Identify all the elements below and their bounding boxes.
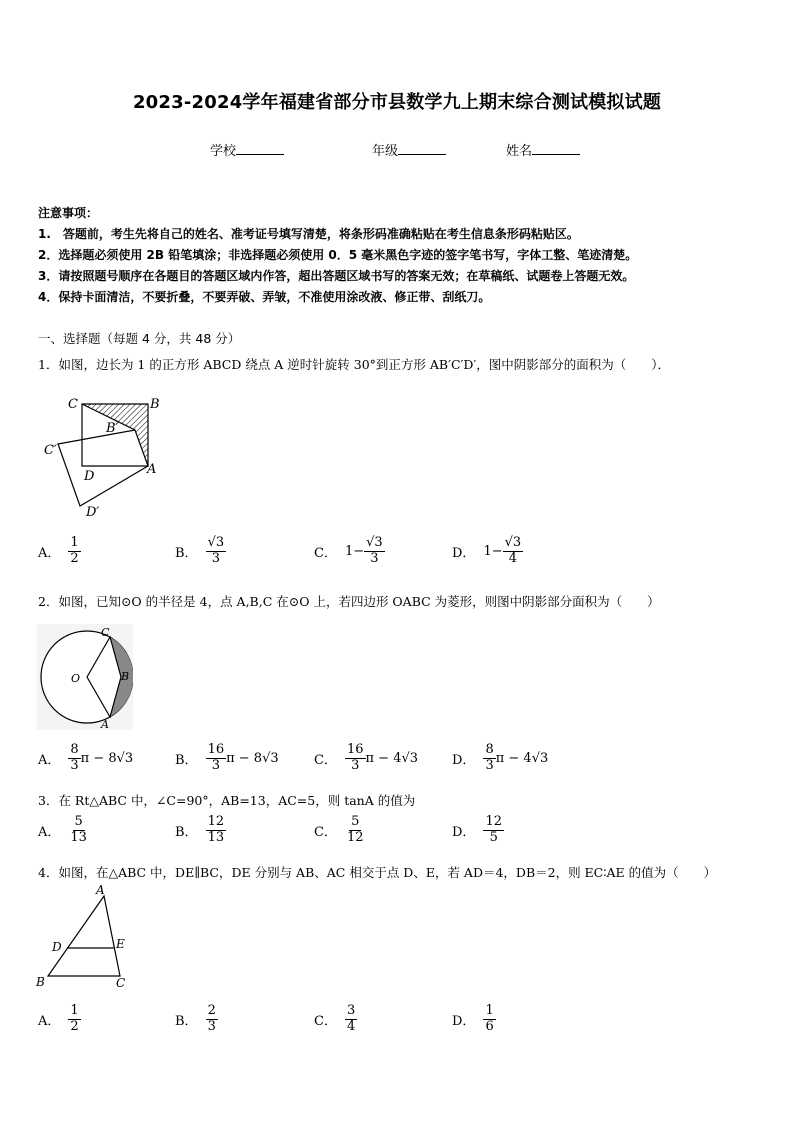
- option-letter: A．: [38, 1013, 61, 1029]
- q4-option-b[interactable]: [175, 1004, 218, 1035]
- fraction: [206, 1004, 218, 1035]
- fraction: [206, 743, 227, 774]
- section-heading: 一、选择题（每题 4 分，共 48 分）: [38, 331, 241, 346]
- option-letter: C．: [314, 752, 337, 768]
- q2-option-c[interactable]: [314, 743, 418, 774]
- q1-label-a: A: [147, 462, 157, 477]
- numerator: 8: [485, 742, 494, 757]
- note-item: 2．选择题必须使用 2B 铅笔填涂；非选择题必须使用 0．5 毫米黑色字迹的签字笔书写，字体工整、笔迹清楚。: [38, 248, 638, 262]
- q1-option-c[interactable]: [314, 536, 385, 567]
- denominator: 2: [70, 550, 79, 566]
- q1-option-a[interactable]: [38, 536, 81, 567]
- numerator: 1: [70, 1003, 79, 1018]
- numerator: 1: [485, 1003, 494, 1018]
- q2-label-c: C: [101, 626, 110, 639]
- q2-figure: [37, 624, 133, 730]
- q4-label-d: D: [52, 940, 62, 954]
- q2-option-b[interactable]: [175, 743, 279, 774]
- school-blank: [236, 142, 284, 155]
- numerator: √3: [207, 535, 225, 550]
- fraction: [483, 743, 495, 774]
- denominator: 3: [211, 550, 220, 566]
- option-rest: π − 8√3: [226, 750, 279, 766]
- numerator: 5: [351, 814, 360, 829]
- numerator: 3: [346, 1003, 356, 1018]
- option-prefix: 1−: [483, 543, 503, 559]
- q1-label-b: B: [150, 397, 160, 412]
- q1-label-d-prime: D′: [86, 505, 100, 520]
- question-1-text: 1．如图，边长为 1 的正方形 ABCD 绕点 A 逆时针旋转 30°到正方形 AB′C′D′，图中阴影部分的面积为（ ）．: [38, 357, 670, 372]
- question-4-text: 4．如图，在△ABC 中，DE∥BC，DE 分别与 AB、AC 相交于点 D、E，若 AD＝4，DB＝2，则 EC∶AE 的值为（ ）: [38, 865, 717, 880]
- option-letter: A．: [38, 824, 61, 840]
- denominator: 4: [346, 1018, 356, 1034]
- q3-option-b[interactable]: [175, 815, 226, 846]
- q2-label-o: O: [71, 672, 81, 685]
- option-letter: D．: [452, 824, 476, 840]
- denominator: 3: [70, 757, 79, 773]
- numerator: 8: [70, 742, 79, 757]
- fraction: [483, 1004, 495, 1035]
- q2-label-a: A: [101, 718, 109, 730]
- denominator: 6: [485, 1018, 494, 1034]
- school-label: 学校: [210, 144, 237, 159]
- note-item: 3．请按照题号顺序在各题目的答题区域内作答，超出答题区域书写的答案无效；在草稿纸、试题卷上答题无效。: [38, 269, 635, 283]
- option-letter: C．: [314, 1013, 337, 1029]
- option-letter: C．: [314, 545, 337, 561]
- fraction: [68, 1004, 80, 1035]
- denominator: 3: [485, 757, 494, 773]
- note-item: 4．保持卡面清洁，不要折叠，不要弄破、弄皱，不准使用涂改液、修正带、刮纸刀。: [38, 290, 491, 304]
- denominator: 3: [351, 757, 360, 773]
- grade-blank: [398, 142, 446, 155]
- denominator: 12: [346, 829, 364, 845]
- name-blank: [532, 142, 580, 155]
- page-title: 2023-2024学年福建省部分市县数学九上期末综合测试模拟试题: [132, 92, 662, 113]
- fraction: [206, 536, 227, 567]
- q1-figure: [40, 392, 170, 522]
- q1-label-c-prime: C′: [44, 443, 57, 458]
- option-letter: A．: [38, 545, 61, 561]
- q1-option-b[interactable]: [175, 536, 226, 567]
- denominator: 3: [211, 757, 220, 773]
- q3-option-a[interactable]: [38, 815, 89, 846]
- numerator: 16: [346, 742, 364, 757]
- q1-option-d[interactable]: [452, 536, 523, 567]
- fraction: [68, 536, 80, 567]
- fraction: [68, 743, 80, 774]
- fraction: [206, 815, 227, 846]
- fraction: [345, 1004, 357, 1035]
- denominator: 3: [207, 1018, 216, 1034]
- option-letter: B．: [175, 545, 198, 561]
- q1-square-rotated: [58, 430, 148, 506]
- q2-option-a[interactable]: [38, 743, 133, 774]
- fraction: [345, 815, 366, 846]
- q2-label-b: B: [121, 670, 130, 683]
- q4-option-c[interactable]: [314, 1004, 357, 1035]
- numerator: √3: [366, 535, 383, 550]
- q4-triangle-abc: [48, 896, 120, 976]
- option-letter: B．: [175, 1013, 198, 1029]
- name-label: 姓名: [506, 144, 533, 159]
- q4-label-a: A: [96, 884, 105, 897]
- numerator: 12: [207, 814, 225, 829]
- numerator: √3: [504, 535, 522, 550]
- name-field: [506, 140, 580, 159]
- school-field: [210, 140, 284, 159]
- fraction: [503, 536, 524, 567]
- numerator: 12: [485, 814, 502, 829]
- q4-label-e: E: [116, 937, 125, 951]
- note-item: 1. 答题前，考生先将自己的姓名、准考证号填写清楚，将条形码准确粘贴在考生信息条形码粘贴区。: [38, 227, 579, 241]
- q4-label-b: B: [36, 975, 45, 989]
- denominator: 13: [207, 829, 225, 845]
- q1-label-d: D: [84, 469, 95, 484]
- grade-label: 年级: [372, 144, 399, 159]
- question-3-text: 3．在 Rt△ABC 中，∠C=90°，AB=13，AC=5，则 tanA 的值为: [38, 793, 416, 808]
- denominator: 5: [489, 829, 498, 845]
- denominator: 3: [370, 550, 379, 566]
- q3-option-d[interactable]: [452, 815, 504, 846]
- q4-option-a[interactable]: [38, 1004, 81, 1035]
- q4-option-d[interactable]: [452, 1004, 496, 1035]
- option-letter: B．: [175, 824, 198, 840]
- option-letter: C．: [314, 824, 337, 840]
- denominator: 2: [70, 1018, 79, 1034]
- option-rest: π − 4√3: [365, 750, 419, 766]
- q4-label-c: C: [116, 976, 126, 990]
- numerator: 16: [207, 742, 225, 757]
- denominator: 4: [508, 550, 518, 566]
- fraction: [345, 743, 366, 774]
- option-rest: π − 4√3: [495, 750, 549, 766]
- option-letter: D．: [452, 752, 476, 768]
- grade-field: [372, 140, 446, 159]
- q3-option-c[interactable]: [314, 815, 366, 846]
- option-letter: B．: [175, 752, 198, 768]
- q1-label-c: C: [68, 397, 78, 412]
- option-letter: A．: [38, 752, 61, 768]
- denominator: 13: [70, 829, 87, 845]
- question-2-text: 2．如图，已知⊙O 的半径是 4，点 A,B,C 在⊙O 上，若四边形 OABC 为菱形，则图中阴影部分面积为（ ）: [38, 594, 660, 609]
- fraction: [483, 815, 504, 846]
- numerator: 1: [70, 535, 79, 550]
- q1-label-b-prime: B′: [106, 421, 119, 436]
- q2-option-d[interactable]: [452, 743, 548, 774]
- numerator: 2: [207, 1003, 216, 1018]
- option-letter: D．: [452, 1013, 476, 1029]
- numerator: 5: [74, 814, 83, 829]
- q4-figure: [34, 884, 134, 992]
- option-rest: π − 8√3: [80, 750, 134, 766]
- option-prefix: 1−: [344, 543, 365, 559]
- fraction: [68, 815, 89, 846]
- fraction: [364, 536, 385, 567]
- option-letter: D．: [452, 545, 476, 561]
- notes-heading: 注意事项：: [38, 206, 99, 220]
